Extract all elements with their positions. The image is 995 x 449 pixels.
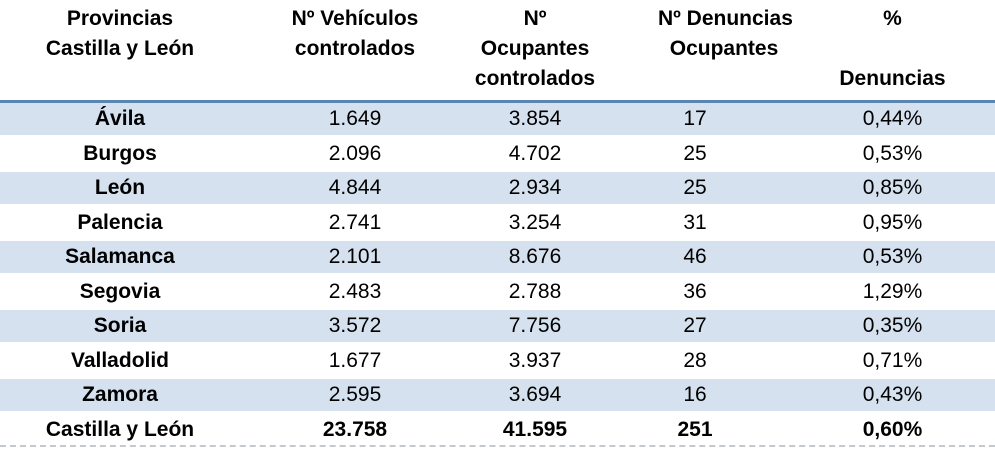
total-cell-ocupantes: 41.595: [470, 412, 600, 445]
cell-denuncias: 31: [600, 205, 790, 240]
header-text-line: Nº: [523, 7, 547, 30]
table-total-row: [0, 412, 995, 445]
cell-vehiculos: 2.595: [240, 378, 470, 413]
total-cell-denuncias: 251: [600, 412, 790, 445]
cell-pct: 1,29%: [790, 274, 995, 309]
header-cell-pct-denuncias: [790, 0, 995, 102]
header-text-line: controlados: [294, 37, 416, 60]
header-cell-denuncias: [600, 0, 793, 102]
cell-province: Soria: [0, 309, 240, 344]
cell-pct: 0,35%: [790, 309, 995, 344]
table-row: [0, 343, 995, 378]
cell-pct: 0,53%: [790, 240, 995, 275]
cell-denuncias: 28: [600, 343, 790, 378]
cell-pct: 0,44%: [790, 102, 995, 137]
cell-vehiculos: 2.483: [240, 274, 470, 309]
table-row: [0, 240, 995, 275]
header-text-line: Castilla y León: [45, 37, 195, 60]
header-text-line: Denuncias: [839, 67, 946, 90]
cell-denuncias: 36: [600, 274, 790, 309]
cell-ocupantes: 4.702: [470, 136, 600, 171]
cell-denuncias: 25: [600, 136, 790, 171]
cell-vehiculos: 3.572: [240, 309, 470, 344]
total-cell-vehiculos: 23.758: [240, 412, 470, 445]
cell-denuncias: 46: [600, 240, 790, 275]
table-row: [0, 205, 995, 240]
header-text-line: %: [883, 7, 902, 30]
header-text-line: [790, 34, 995, 64]
table-row: [0, 136, 995, 171]
cell-province: Valladolid: [0, 343, 240, 378]
table-row: [0, 378, 995, 413]
cell-denuncias: 16: [600, 378, 790, 413]
header-text-line: Nº Vehículos: [291, 7, 419, 30]
cell-ocupantes: 3.854: [470, 102, 600, 137]
cell-ocupantes: 3.694: [470, 378, 600, 413]
cell-ocupantes: 7.756: [470, 309, 600, 344]
total-cell-region: Castilla y León: [0, 412, 240, 445]
header-text-line: Provincias: [66, 7, 174, 30]
cell-pct: 0,43%: [790, 378, 995, 413]
total-cell-pct: 0,60%: [790, 412, 995, 445]
cell-denuncias: 27: [600, 309, 790, 344]
cell-province: Ávila: [0, 102, 240, 137]
cell-denuncias: 25: [600, 171, 790, 206]
cell-pct: 0,53%: [790, 136, 995, 171]
cell-pct: 0,71%: [790, 343, 995, 378]
header-cell-provincias: [0, 0, 240, 102]
table-row: [0, 171, 995, 206]
header-cell-ocupantes: [470, 0, 600, 102]
cell-province: Burgos: [0, 136, 240, 171]
header-text-line: controlados: [474, 67, 596, 90]
cell-vehiculos: 2.741: [240, 205, 470, 240]
cell-province: Zamora: [0, 378, 240, 413]
header-text-line: Nº Denuncias: [658, 7, 793, 30]
cell-vehiculos: 2.096: [240, 136, 470, 171]
cell-province: Segovia: [0, 274, 240, 309]
cell-vehiculos: 1.677: [240, 343, 470, 378]
cell-pct: 0,95%: [790, 205, 995, 240]
cell-vehiculos: 4.844: [240, 171, 470, 206]
cell-province: Salamanca: [0, 240, 240, 275]
table-row: [0, 102, 995, 137]
cell-vehiculos: 1.649: [240, 102, 470, 137]
cell-province: Palencia: [0, 205, 240, 240]
cell-ocupantes: 2.934: [470, 171, 600, 206]
header-cell-vehiculos: [240, 0, 470, 102]
cell-ocupantes: 3.254: [470, 205, 600, 240]
cell-province: León: [0, 171, 240, 206]
table-row: [0, 309, 995, 344]
header-text-line: Ocupantes: [669, 37, 779, 60]
cell-ocupantes: 8.676: [470, 240, 600, 275]
table-body: [0, 102, 995, 446]
table-header: [0, 0, 995, 102]
cell-pct: 0,85%: [790, 171, 995, 206]
cell-denuncias: 17: [600, 102, 790, 137]
cell-ocupantes: 2.788: [470, 274, 600, 309]
cell-vehiculos: 2.101: [240, 240, 470, 275]
cell-ocupantes: 3.937: [470, 343, 600, 378]
table-row: [0, 274, 995, 309]
header-text-line: Ocupantes: [480, 37, 590, 60]
table-bottom-border: [0, 445, 995, 447]
table-header-row: [0, 0, 995, 102]
